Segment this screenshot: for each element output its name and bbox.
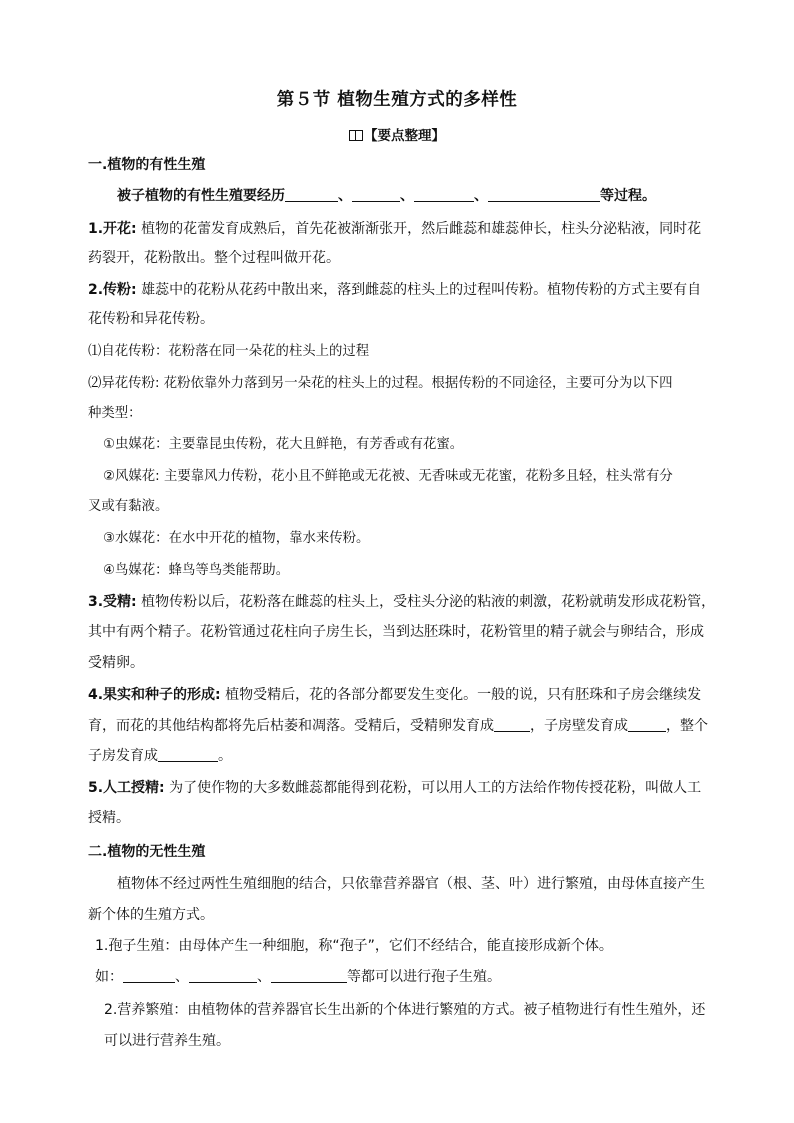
fill-blank[interactable] (271, 968, 347, 983)
fill-blank[interactable] (123, 968, 175, 983)
cross-pollination-cont: 种类型： (88, 406, 142, 421)
paragraph-fertilization-cont: 其中有两个精子。花粉管通过花柱向子房生长，当到达胚珠时，花粉管里的精子就会与卵结合，形成 (88, 624, 704, 640)
section2-heading: 二.植物的无性生殖 (88, 844, 206, 860)
type-insect: ①虫媒花：主要靠昆虫传粉，花大且鲜艳，有芳香或有花蜜。 (103, 437, 464, 452)
paragraph-text: ，子房壁发育成 (530, 718, 628, 734)
paragraph-fertilization-cont: 受精卵。 (88, 655, 144, 671)
intro-end: 等过程。 (600, 188, 656, 204)
paragraph-text: 子房发育成 (88, 748, 158, 764)
type-wind: ②风媒花: 主要靠风力传粉，花小且不鲜艳或无花被、无香味或无花蜜，花粉多且轻，柱头常有分 (103, 469, 673, 484)
paragraph-flowering-cont: 药裂开，花粉散出。整个过程叫做开花。 (88, 250, 340, 266)
separator: 、 (257, 969, 271, 985)
paragraph-text: 如： (95, 969, 123, 985)
section2-intro-cont: 新个体的生殖方式。 (88, 907, 214, 923)
fill-blank[interactable] (628, 717, 666, 732)
book-icon (349, 130, 363, 141)
vegetative-propagation: 2.营养繁殖：由植物体的营养器官长生出新的个体进行繁殖的方式。被子植物进行有性生殖外，还 (104, 1002, 706, 1018)
paragraph-pollination-cont: 花传粉和异花传粉。 (88, 311, 214, 327)
paragraph-label: 4.果实和种子的形成: (88, 687, 221, 703)
paragraph-text: 植物传粉以后，花粉落在雌蕊的柱头上，受柱头分泌的粘液的刺激，花粉就萌发形成花粉管， (136, 594, 716, 610)
section1-intro (117, 186, 702, 206)
paragraph-text: 。 (218, 748, 232, 764)
paragraph-text: 植物的花蕾发育成熟后，首先花被渐渐张开，然后雌蕊和雄蕊伸长，柱头分泌粘液，同时花 (136, 221, 702, 237)
paragraph-text: 雄蕊中的花粉从花药中散出来，落到雌蕊的柱头上的过程叫传粉。植物传粉的方式主要有自 (136, 282, 702, 298)
spore-reproduction-examples (95, 967, 702, 987)
vegetative-propagation-cont: 可以进行营养生殖。 (104, 1033, 230, 1049)
fill-blank[interactable] (189, 968, 257, 983)
cross-pollination: ⑵异花传粉: 花粉依靠外力落到另一朵花的柱头上的过程。根据传粉的不同途径，主要可分为以下四 (88, 376, 673, 391)
fill-blank[interactable] (488, 187, 600, 202)
paragraph-text: 植物受精后，花的各部分都要发生变化。一般的说，只有胚珠和子房会继续发 (220, 687, 702, 703)
spore-reproduction: 1.孢子生殖：由母体产生一种细胞，称“孢子”，它们不经结合，能直接形成新个体。 (95, 938, 613, 954)
paragraph-label: 1.开花: (88, 221, 137, 237)
paragraph-label: 5.人工授精: (88, 780, 165, 796)
type-wind-cont: 叉或有黏液。 (88, 499, 169, 514)
fill-blank[interactable] (158, 747, 218, 762)
section2-intro: 植物体不经过两性生殖细胞的结合，只依靠营养器官（根、茎、叶）进行繁殖，由母体直接产生 (117, 876, 705, 892)
fill-blank[interactable] (414, 187, 474, 202)
fill-blank[interactable] (285, 187, 338, 202)
paragraph-text: 为了使作物的大多数雌蕊都能得到花粉，可以用人工的方法给作物传授花粉，叫做人工 (164, 780, 702, 796)
paragraph-artificial-pollination (88, 778, 702, 798)
separator: 、 (175, 969, 189, 985)
type-bird: ④鸟媒花：蜂鸟等鸟类能帮助。 (103, 563, 290, 578)
paragraph-text: 等都可以进行孢子生殖。 (347, 969, 501, 985)
separator: 、 (338, 188, 352, 204)
paragraph-fruit-seed (88, 685, 702, 705)
paragraph-fruit-seed-cont (88, 716, 708, 736)
paragraph-flowering (88, 219, 702, 239)
paragraph-text: ，整个 (666, 718, 708, 734)
paragraph-label: 2.传粉: (88, 282, 137, 298)
paragraph-text: 育，而花的其他结构都将先后枯萎和凋落。受精后，受精卵发育成 (88, 718, 494, 734)
separator: 、 (474, 188, 488, 204)
paragraph-label: 3.受精: (88, 594, 137, 610)
paragraph-artificial-pollination-cont: 授精。 (88, 810, 130, 826)
section1-heading: 一.植物的有性生殖 (88, 157, 206, 173)
section-subtitle (0, 124, 794, 144)
separator: 、 (400, 188, 414, 204)
paragraph-fruit-seed-cont (88, 746, 702, 766)
paragraph-fertilization (88, 592, 716, 612)
self-pollination: ⑴自花传粉：花粉落在同一朵花的柱头上的过程 (88, 344, 370, 359)
subtitle-text: 【要点整理】 (364, 128, 445, 144)
type-water: ③水媒花：在水中开花的植物，靠水来传粉。 (103, 531, 370, 546)
page-title: 第５节 植物生殖方式的多样性 (276, 90, 518, 110)
paragraph-pollination (88, 280, 702, 300)
fill-blank[interactable] (494, 717, 530, 732)
fill-blank[interactable] (352, 187, 400, 202)
intro-text: 被子植物的有性生殖要经历 (117, 188, 285, 204)
